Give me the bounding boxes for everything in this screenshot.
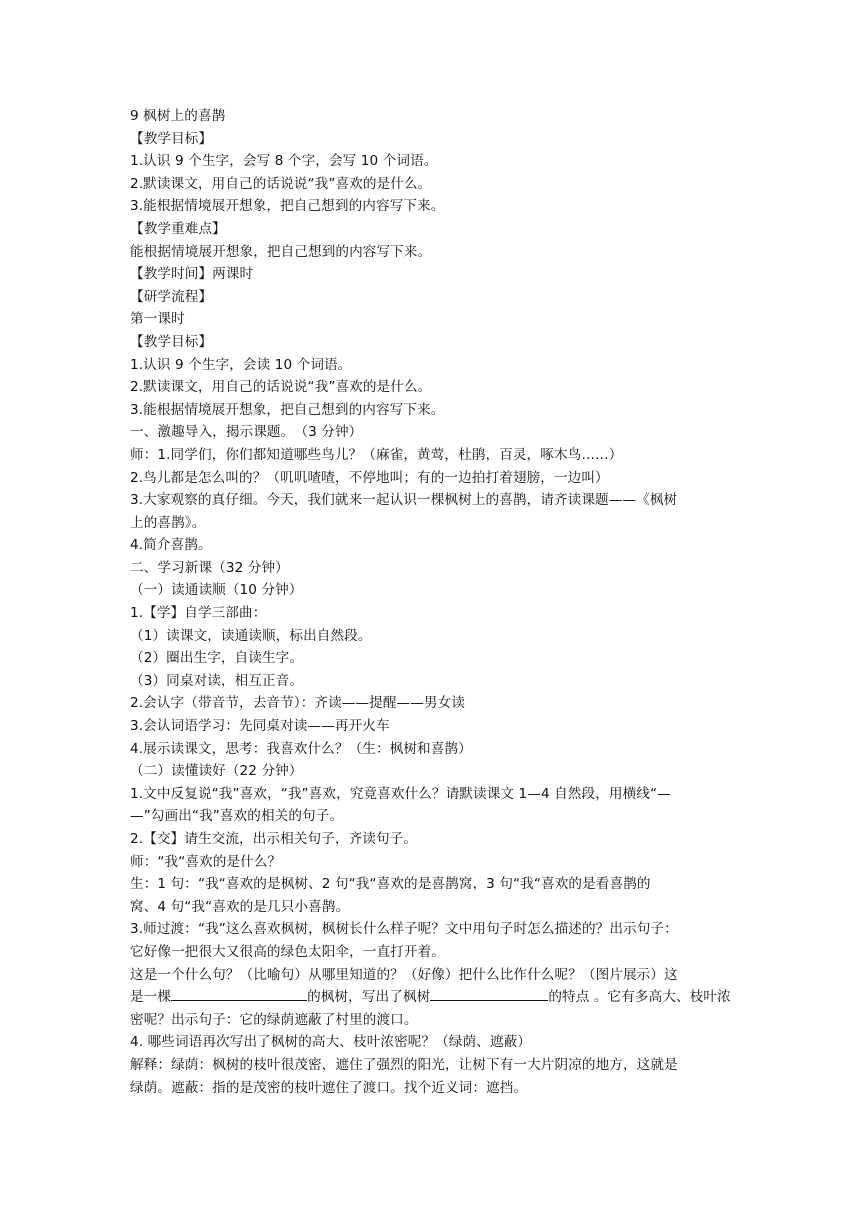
text-line: 这是一个什么句？（比喻句）从哪里知道的？（好像）把什么比作什么呢？（图片展示）这 — [130, 966, 678, 983]
text-line: —”勾画出“我”喜欢的相关的句子。 — [130, 808, 344, 825]
text-line: 2.会认字（带音节，去音节）：齐读——提醒——男女读 — [130, 695, 466, 712]
text-line: 它好像一把很大又很高的绿色太阳伞，一直打开着。 — [130, 943, 445, 960]
fill-text-3: 的特点 。它有多高大、枝叶浓 — [548, 989, 731, 1006]
text-line: （2）圈出生字，自读生字。 — [130, 650, 304, 667]
text-line: 【教学时间】两课时 — [130, 266, 254, 283]
text-line: 师：“我“喜欢的是什么？ — [130, 853, 282, 870]
text-line: 2.【交】请生交流，出示相关句子，齐读句子。 — [130, 831, 418, 847]
blank-1 — [171, 986, 307, 1001]
text-line: 2.默读课文，用自己的话说说“我”喜欢的是什么。 — [130, 175, 432, 192]
text-line: 【教学目标】 — [130, 130, 213, 147]
text-line: 【研学流程】 — [130, 288, 213, 305]
text-line: 3.师过渡：“我”这么喜欢枫树，枫树长什么样子呢？文中用句子时怎么描述的？出示句子： — [130, 921, 678, 938]
text-line: 2.鸟儿都是怎么叫的？（叽叽喳喳，不停地叫；有的一边拍打着翅膀，一边叫） — [130, 469, 609, 486]
text-line: 1.认识 9 个生字，会读 10 个词语。 — [130, 356, 352, 373]
text-line: 3.能根据情境展开想象，把自己想到的内容写下来。 — [130, 198, 445, 215]
text-line: 4. 哪些词语再次写出了枫树的高大、枝叶浓密呢？（绿荫、遮蔽） — [130, 1034, 532, 1051]
fill-text-1: 是一棵 — [130, 989, 172, 1006]
text-line: 【教学重难点】 — [130, 220, 226, 237]
text-line: 解释：绿荫：枫树的枝叶很茂密，遮住了强烈的阳光，让树下有一大片阴凉的地方，这就是 — [130, 1056, 678, 1073]
text-block-2 — [130, 1009, 735, 1099]
text-line: 绿荫。遮蔽：指的是茂密的枝叶遮住了渡口。找个近义词：遮挡。 — [130, 1079, 528, 1096]
text-line: 密呢？出示句子：它的绿荫遮蔽了村里的渡口。 — [130, 1011, 418, 1028]
text-line: 3.会认词语学习：先同桌对读——再开火车 — [130, 718, 390, 735]
text-line: 1.文中反复说“我”喜欢，“我”喜欢，究竟喜欢什么？请默读课文 1—4 自然段，用横线“— — [130, 785, 671, 802]
text-line: 2.默读课文，用自己的话说说“我”喜欢的是什么。 — [130, 379, 432, 396]
text-line: （二）读懂读好（22 分钟） — [130, 763, 303, 780]
text-line: 二、学习新课（32 分钟） — [130, 559, 289, 576]
text-line: （1）读课文，读通读顺，标出自然段。 — [130, 627, 372, 644]
text-line: 上的喜鹊》。 — [130, 514, 206, 531]
fill-text-2: 的枫树，写出了枫树 — [307, 989, 431, 1006]
text-line: 1.【学】自学三部曲： — [130, 605, 267, 622]
text-block-1 — [130, 128, 735, 987]
text-line: 4.简介喜鹊。 — [130, 537, 212, 554]
text-line: 3.大家观察的真仔细。今天，我们就来一起认识一棵枫树上的喜鹊，请齐读课题——《枫树 — [130, 492, 678, 509]
text-line: 师：1.同学们，你们都知道哪些鸟儿？（麻雀，黄莺，杜鹃，百灵，啄木鸟……） — [130, 446, 623, 463]
text-line: 第一课时 — [130, 311, 185, 328]
text-line: 【教学目标】 — [130, 333, 213, 350]
text-line: 4.展示读课文，思考：我喜欢什么？（生：枫树和喜鹊） — [130, 740, 472, 757]
fill-in-blank-line — [130, 986, 735, 1009]
text-line: （3）同桌对读，相互正音。 — [130, 672, 304, 689]
text-line: 3.能根据情境展开想象，把自己想到的内容写下来。 — [130, 401, 445, 418]
document-body — [130, 105, 735, 1099]
blank-2 — [430, 986, 548, 1001]
document-title: 9 枫树上的喜鹊 — [130, 108, 226, 124]
text-line: 一、激趣导入，揭示课题。 （3 分钟） — [130, 424, 363, 441]
text-line: 1.认识 9 个生字，会写 8 个字，会写 10 个词语。 — [130, 153, 438, 170]
text-line: 生：1 句：“我“喜欢的是枫树、2 句“我“喜欢的是喜鹊窝，3 句“我“喜欢的是看喜鹊的 — [130, 876, 651, 893]
text-line: （一）读通读顺（10 分钟） — [130, 582, 303, 599]
text-line: 能根据情境展开想象，把自己想到的内容写下来。 — [130, 243, 432, 260]
text-line: 窝、4 句“我“喜欢的是几只小喜鹊。 — [130, 898, 350, 915]
